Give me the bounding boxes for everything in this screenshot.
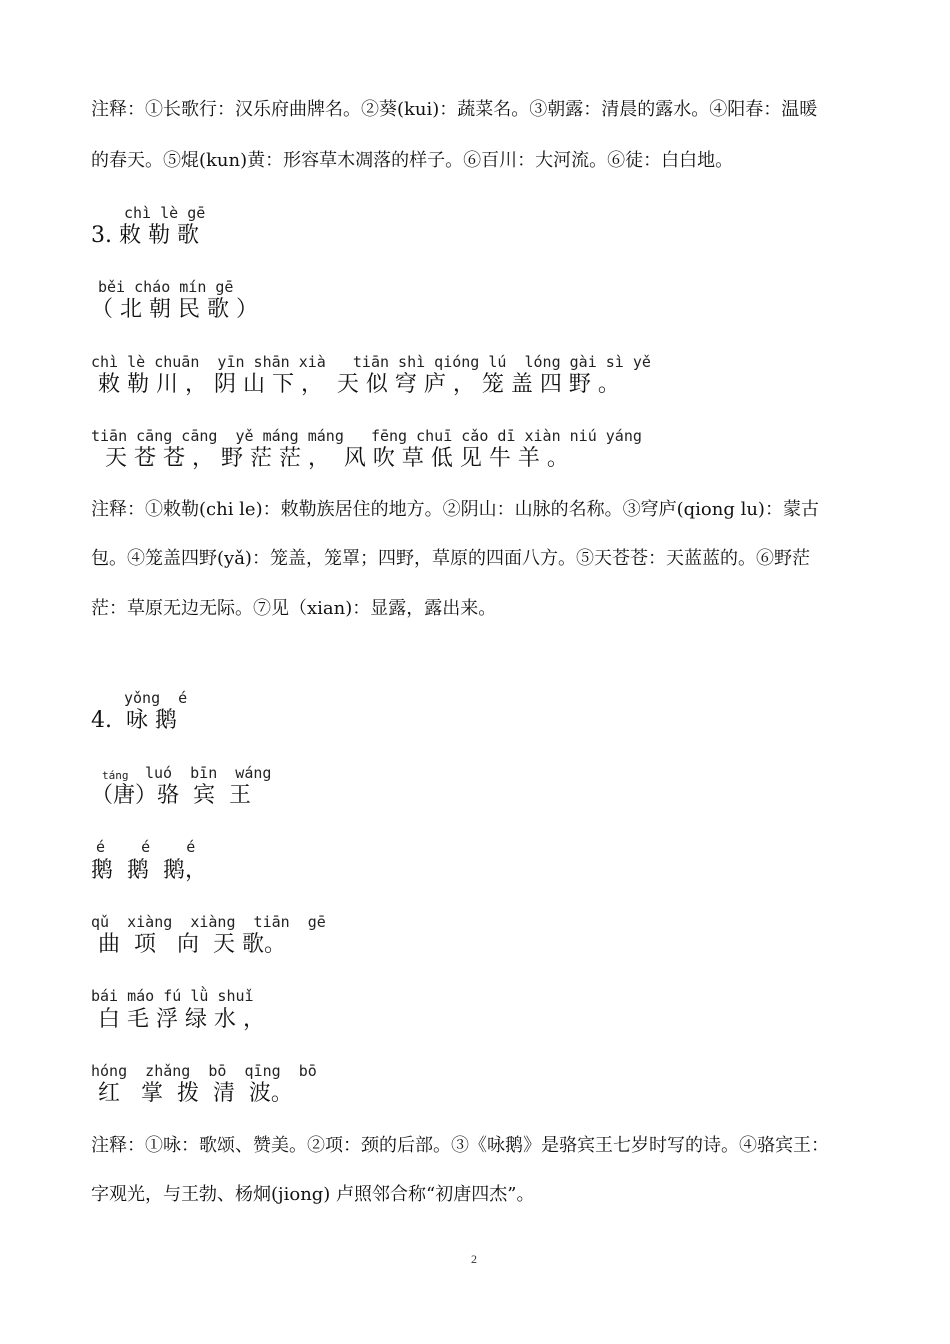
poem4-line3: 白 毛 浮 绿 水 ， [91, 1007, 265, 1032]
poem4-note-line-2: 字观光，与王勃、杨炯(jiong) 卢照邻合称“初唐四杰”。 [91, 1184, 535, 1205]
poem4-author: （唐）骆 宾 王 [91, 783, 251, 808]
poem3-note-line-1: 注释：①敕勒(chi le)：敕勒族居住的地方。②阴山：山脉的名称。③穹庐(qiong lu)：蒙古 [91, 499, 819, 520]
poem3-line2-pinyin: tiān cāng cāng yě máng máng fēng chuī cǎo dī xiàn niú yáng [91, 427, 642, 445]
poem3-title-pinyin: chì lè gē [124, 204, 206, 222]
poem4-author-pinyin: luó bīn wáng [145, 764, 272, 782]
note-prev-line-1: 注释：①长歌行：汉乐府曲牌名。②葵(kui)：蔬菜名。③朝露：清晨的露水。④阳春：温暖 [91, 99, 818, 120]
poem4-title-pinyin: yǒng é [124, 689, 188, 707]
poem4-title: 4. 咏 鹅 [91, 708, 177, 733]
poem4-line1-pinyin: é é é [96, 838, 196, 856]
poem4-note-line-1: 注释：①咏：歌颂、赞美。②项：颈的后部。③《咏鹅》是骆宾王七岁时写的诗。④骆宾王： [91, 1135, 829, 1156]
poem4-line3-pinyin: bái máo fú lǜ shuǐ [91, 987, 254, 1005]
page-number: 2 [471, 1252, 477, 1266]
poem3-line1: 敕 勒 川 ， 阴 山 下 ， 天 似 穹 庐 ， 笼 盖 四 野 。 [91, 372, 620, 397]
poem4-line1: 鹅 鹅 鹅， [91, 858, 207, 883]
poem4-line4: 红 掌 拨 清 波。 [91, 1081, 293, 1106]
poem3-note-line-2: 包。④笼盖四野(yǎ)：笼盖，笼罩；四野，草原的四面八方。⑤天苍苍：天蓝蓝的。⑥野茫 [91, 548, 810, 569]
poem3-title: 3. 敕 勒 歌 [91, 223, 199, 248]
poem4-line2-pinyin: qǔ xiàng xiàng tiān gē [91, 913, 326, 931]
poem3-line1-pinyin: chì lè chuān yīn shān xià tiān shì qióng lú lóng gài sì yě [91, 353, 651, 371]
poem4-author-pinyin-tang: táng [102, 769, 129, 782]
poem3-line2: 天 苍 苍 ， 野 茫 茫 ， 风 吹 草 低 见 牛 羊 。 [91, 446, 569, 471]
poem4-line4-pinyin: hóng zhǎng bō qīng bō [91, 1062, 317, 1080]
note-prev-line-2: 的春天。⑤焜(kun)黄：形容草木凋落的样子。⑥百川：大河流。⑥徒：白白地。 [91, 150, 734, 171]
poem3-author: （ 北 朝 民 歌 ） [91, 297, 258, 322]
poem3-author-pinyin: běi cháo mín gē [98, 278, 234, 296]
poem4-line2: 曲 项 向 天 歌。 [91, 932, 286, 957]
poem3-note-line-3: 茫：草原无边无际。⑦见（xian)：显露，露出来。 [91, 598, 497, 619]
